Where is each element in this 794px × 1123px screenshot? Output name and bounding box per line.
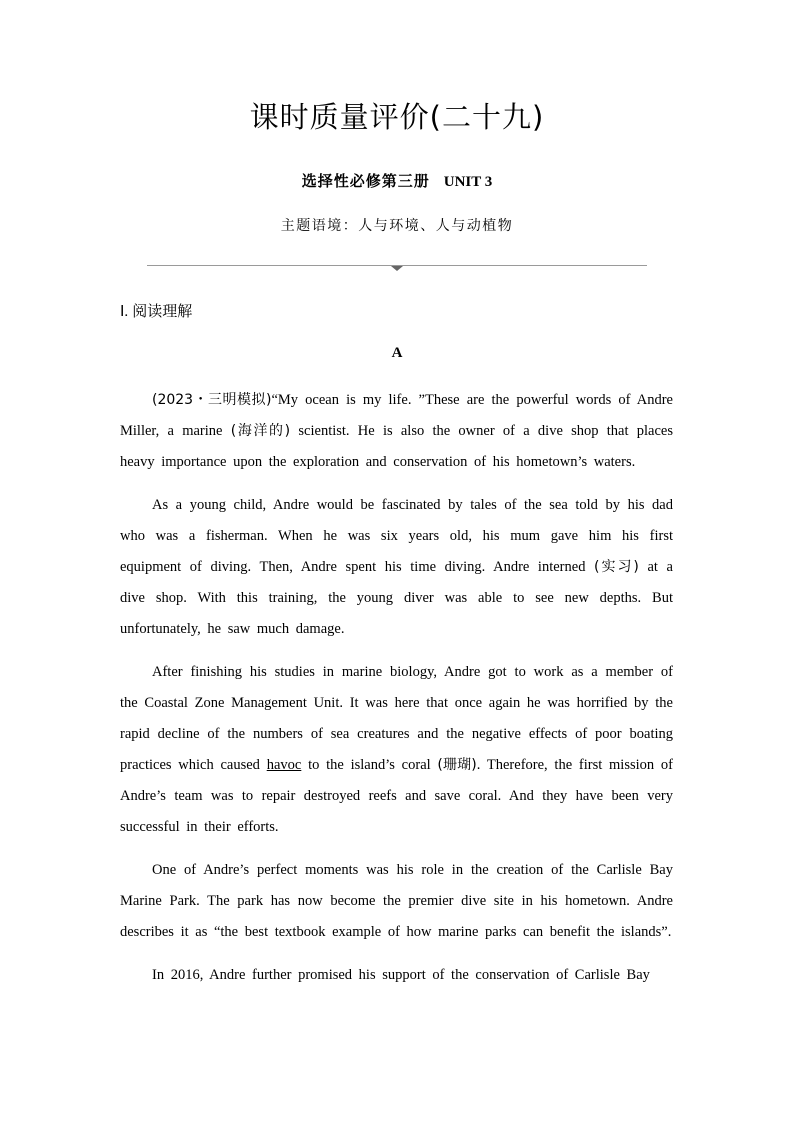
paragraph-text: As a young child, Andre would be fascinated by tales of the sea told by his dad who was a fisherman. When he was six years old, his mum gave him his first equipment of diving. Then, Andre spent his time diving. Andre interned xyxy=(120,497,673,575)
theme-context: 主题语境：人与环境、人与动植物 xyxy=(280,218,514,234)
page-title: 课时质量评价(二十九) xyxy=(249,100,545,134)
divider-arrow-icon xyxy=(391,266,403,271)
paragraph-text: In 2016, Andre further promised his support of the conservation of Carlisle Bay xyxy=(152,967,650,983)
paragraph-3 xyxy=(120,657,673,843)
passage-letter: A xyxy=(391,345,403,361)
section-heading xyxy=(120,300,192,321)
underlined-word: havoc xyxy=(266,757,302,773)
passage-body xyxy=(120,385,673,991)
gloss-coral: (珊瑚) xyxy=(437,757,477,773)
unit-subtitle xyxy=(0,170,794,191)
section-label: 阅读理解 xyxy=(132,302,193,320)
paragraph-5 xyxy=(120,960,673,991)
paragraph-text: “My ocean is my life. ”These are the powerful words of Andre Miller, a marine xyxy=(120,392,673,439)
section-number: Ⅰ. xyxy=(120,304,129,320)
gloss-interned: (实习) xyxy=(594,559,639,575)
paragraph-text: scientist. He is also the owner of a dive shop that places heavy importance upon the exploration and conservation of his hometown’s waters. xyxy=(120,423,673,470)
book-name: 选择性必修第三册 xyxy=(301,172,430,190)
paragraph-4 xyxy=(120,855,673,948)
unit-label: UNIT 3 xyxy=(443,174,493,190)
paragraph-text: to the island’s coral xyxy=(301,757,438,773)
paragraph-2 xyxy=(120,490,673,645)
paragraph-text: at a dive shop. With this training, the young diver was able to see new depths. But unfortunately, he saw much damage. xyxy=(120,559,673,637)
paragraph-text: After finishing his studies in marine biology, Andre got to work as a member of the Coastal Zone Management Unit. It was here that once again he was horrified by the rapid decline of the numbers of sea creatures and the negative effects of poor boating practices which caused xyxy=(120,664,673,773)
paragraph-text: One of Andre’s perfect moments was his role in the creation of the Carlisle Bay Marine Park. The park has now become the premier dive site in his hometown. Andre describes it as “the best textbook example of how marine parks can benefit the islands”. xyxy=(120,862,673,940)
source-note: (2023・三明模拟) xyxy=(152,392,272,408)
paragraph-1 xyxy=(120,385,673,478)
gloss-marine: (海洋的) xyxy=(230,423,291,439)
paragraph-text: . Therefore, the first mission of Andre’s team was to repair destroyed reefs and save coral. And they have been very successful in their efforts. xyxy=(120,757,673,835)
